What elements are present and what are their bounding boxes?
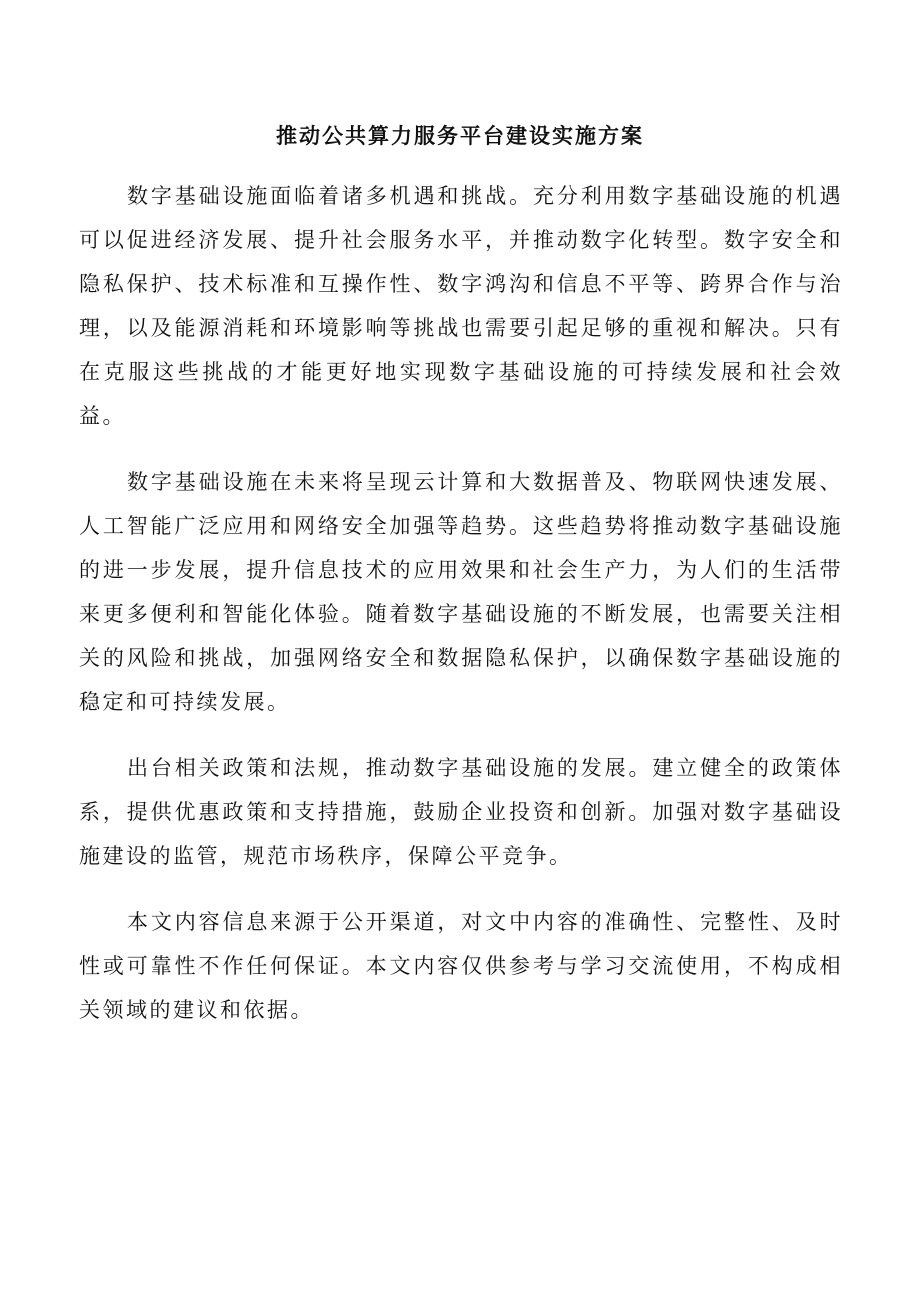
paragraph-4: 本文内容信息来源于公开渠道，对文中内容的准确性、完整性、及时性或可靠性不作任何保证。本文内容仅供参考与学习交流使用，不构成相关领域的建议和依据。 [79,910,843,1022]
document-body [79,174,843,1054]
paragraph-2: 数字基础设施在未来将呈现云计算和大数据普及、物联网快速发展、人工智能广泛应用和网络安全加强等趋势。这些趋势将推动数字基础设施的进一步发展，提升信息技术的应用效果和社会生产力，为人们的生活带来更多便利和智能化体验。随着数字基础设施的不断发展，也需要关注相关的风险和挑战，加强网络安全和数据隐私保护，以确保数字基础设施的稳定和可持续发展。 [79,470,843,714]
paragraph-3: 出台相关政策和法规，推动数字基础设施的发展。建立健全的政策体系，提供优惠政策和支持措施，鼓励企业投资和创新。加强对数字基础设施建设的监管，规范市场秩序，保障公平竞争。 [79,756,843,868]
document-title: 推动公共算力服务平台建设实施方案 [276,123,644,148]
paragraph-1: 数字基础设施面临着诸多机遇和挑战。充分利用数字基础设施的机遇可以促进经济发展、提升社会服务水平，并推动数字化转型。数字安全和隐私保护、技术标准和互操作性、数字鸿沟和信息不平等、跨界合作与治理，以及能源消耗和环境影响等挑战也需要引起足够的重视和解决。只有在克服这些挑战的才能更好地实现数字基础设施的可持续发展和社会效益。 [79,184,843,428]
